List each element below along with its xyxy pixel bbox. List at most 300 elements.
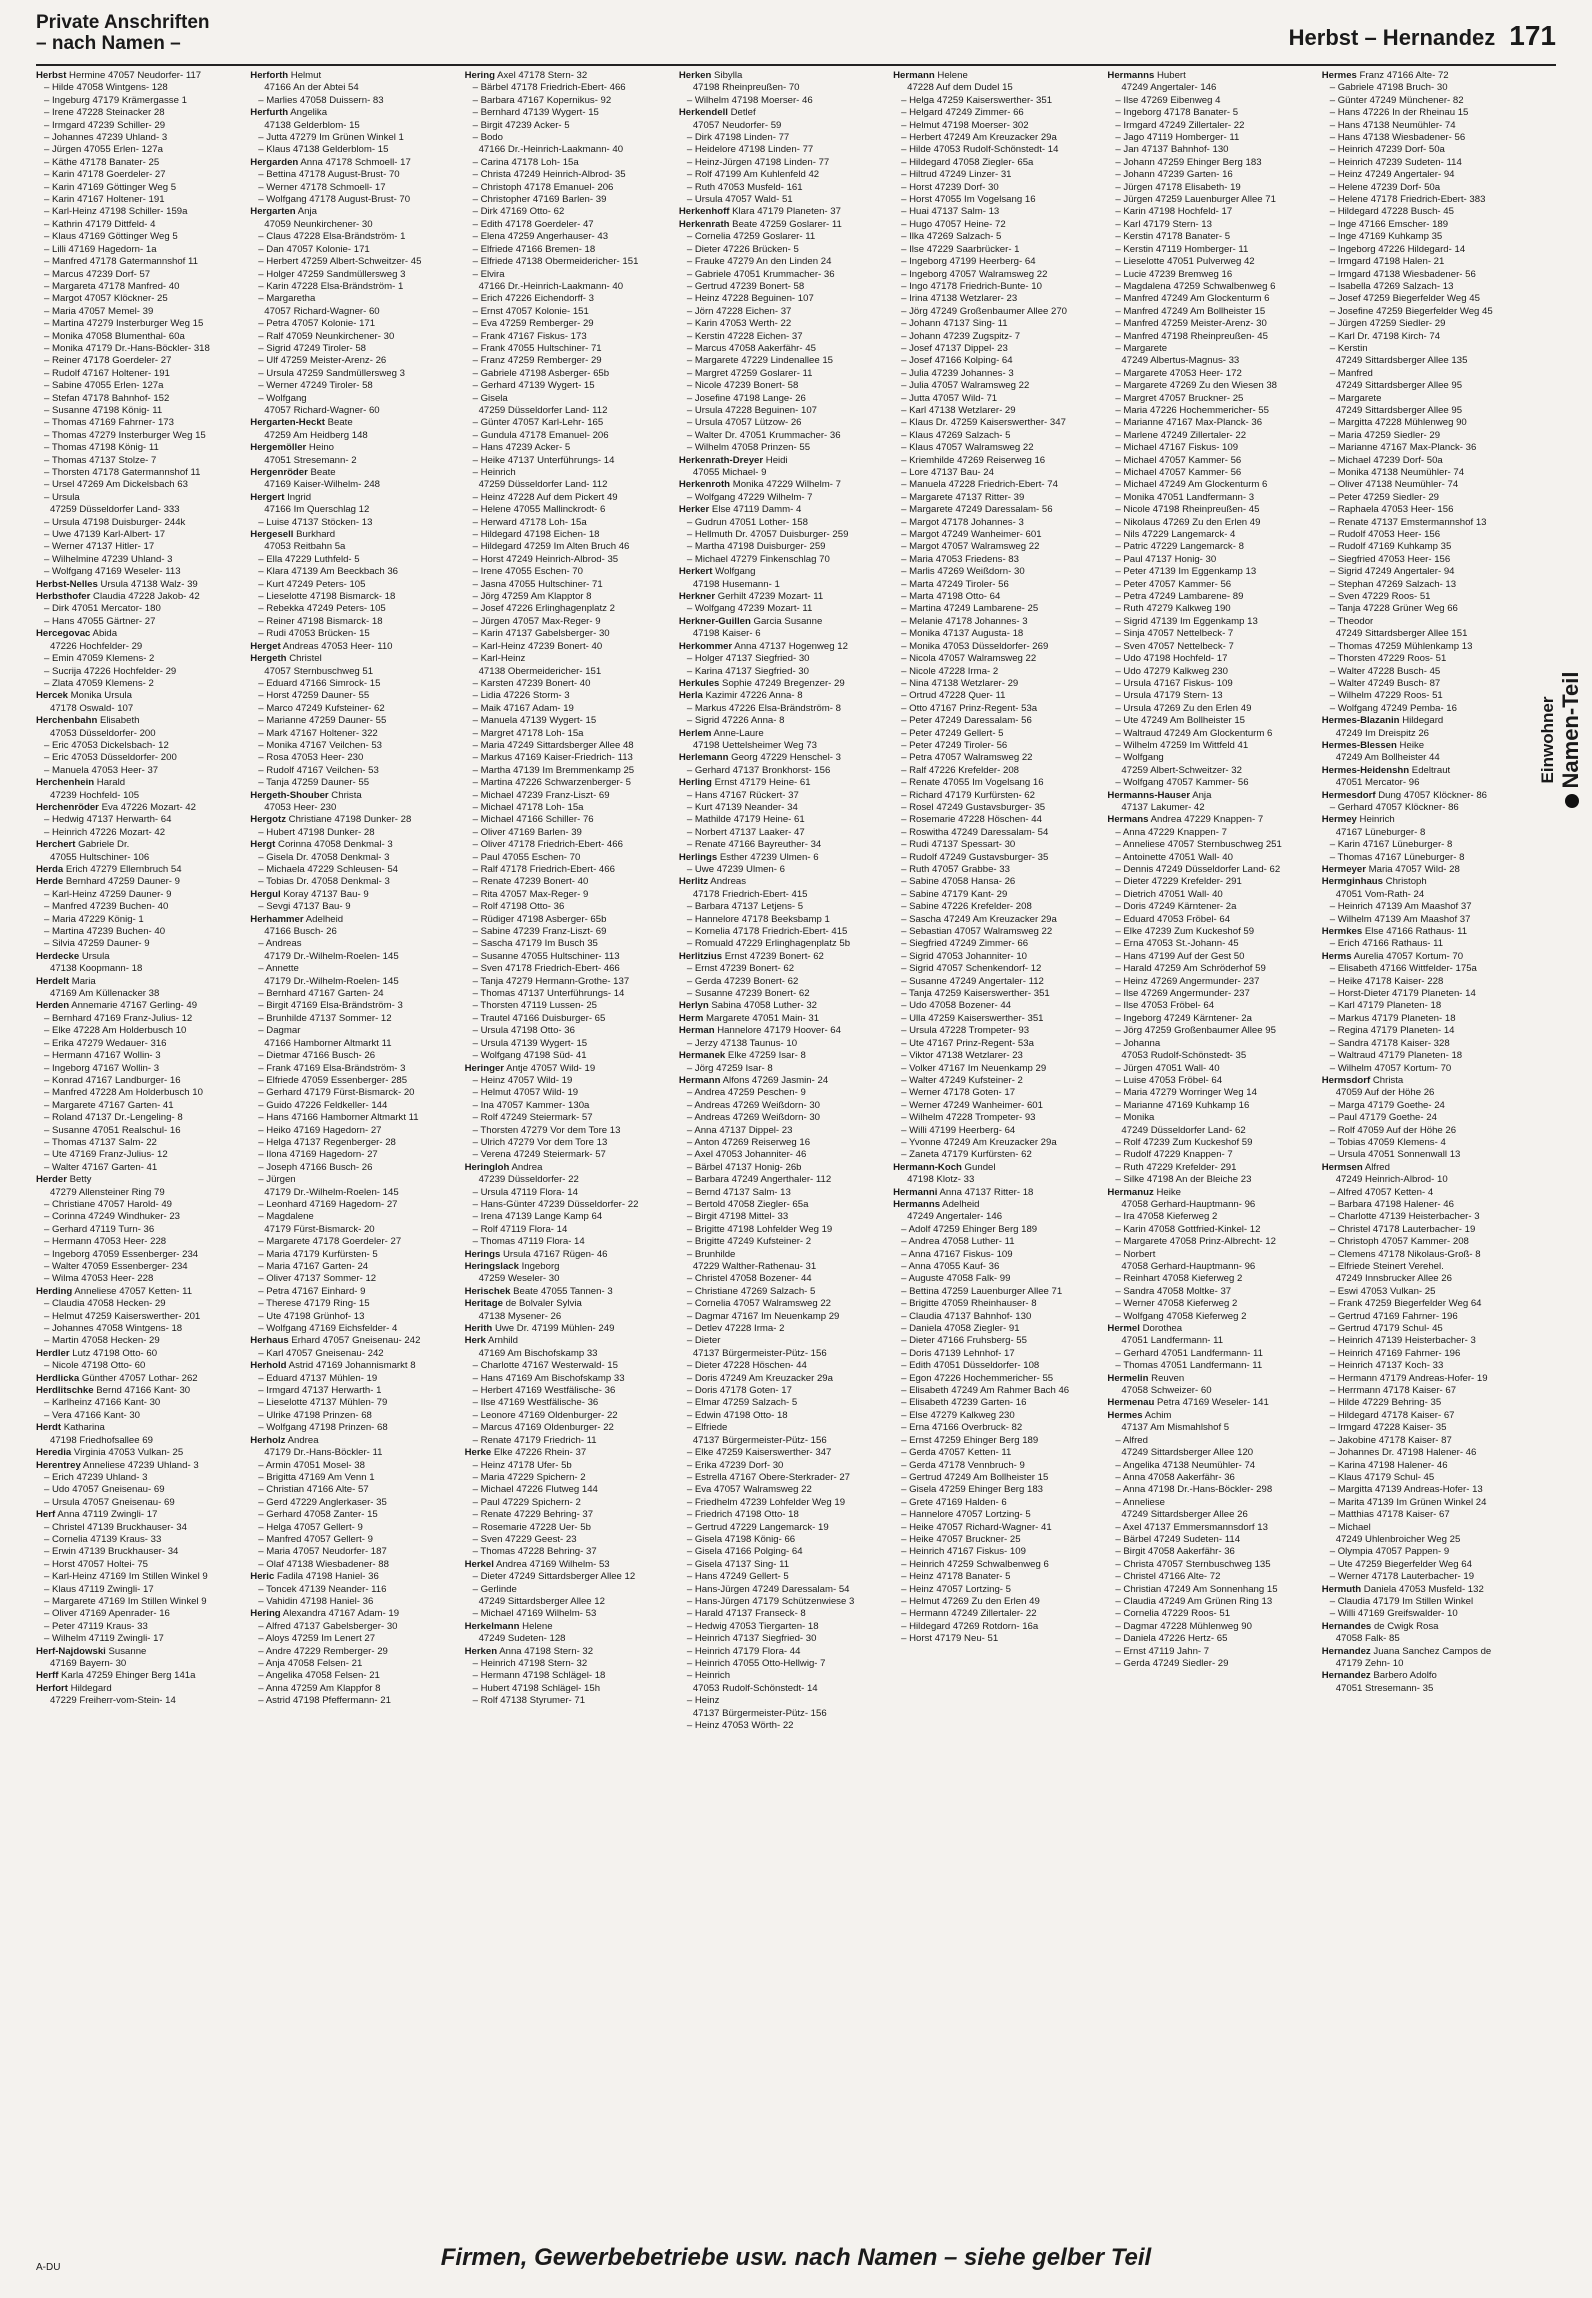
- directory-entry: – Gisela 47198 König- 66: [686, 1533, 796, 1545]
- directory-entry: Hermes-Blazanin Hildegard: [1321, 715, 1444, 727]
- directory-entry: – Marianne 47169 Kuhkamp 16: [1115, 1099, 1250, 1111]
- directory-entry: – Johann 47239 Zugspitz- 7: [901, 330, 1021, 342]
- directory-entry: Herentrey Anneliese 47239 Uhland- 3: [36, 1459, 199, 1471]
- directory-entry: 47179 Fürst-Bismarck- 20: [264, 1223, 375, 1235]
- directory-entry: Herms Aurelia 47057 Kortum- 70: [1321, 950, 1464, 962]
- directory-entry: – Gabriele 47198 Bruch- 30: [1329, 82, 1448, 94]
- directory-entry: – Kornelia 47178 Friedrich-Ebert- 415: [686, 926, 848, 938]
- directory-entry: 47169 Bayern- 30: [50, 1658, 127, 1669]
- directory-entry: – Sigrid 47053 Johanniter- 10: [901, 950, 1027, 962]
- directory-entry: – Wolfgang 47058 Kieferweg 2: [1115, 1310, 1247, 1322]
- directory-entry: – Manfred 47178 Gatermannshof 11: [44, 256, 198, 268]
- directory-entry: – Irina 47138 Wetzlarer- 23: [901, 293, 1018, 305]
- directory-entry: – Hilde 47053 Rudolf-Schönstedt- 14: [901, 144, 1059, 156]
- directory-entry: – Anna 47229 Knappen- 7: [1115, 826, 1227, 838]
- directory-entry: – Karl-Heinz 47259 Dauner- 9: [44, 888, 172, 900]
- directory-entry: – Sebastian 47057 Walramsweg 22: [901, 926, 1053, 938]
- directory-entry: – Axel 47137 Emmersmannsdorf 13: [1115, 1521, 1268, 1533]
- directory-entry: – Ingeburg 47179 Krämergasse 1: [44, 94, 187, 106]
- directory-entry: – Raphaela 47053 Heer- 156: [1329, 504, 1454, 516]
- directory-entry: – Ernst 47259 Ehinger Berg 189: [901, 1434, 1039, 1446]
- directory-entry: Herkenrath Beate 47259 Goslarer- 11: [678, 218, 842, 230]
- directory-entry: – Maria 47279 Worringer Weg 14: [1115, 1087, 1257, 1099]
- directory-entry: – Wolfgang 47198 Süd- 41: [472, 1050, 587, 1062]
- directory-entry: 47178 Friedrich-Ebert- 415: [692, 888, 808, 900]
- directory-entry: – Yvonne 47249 Am Kreuzacker 29a: [901, 1136, 1057, 1148]
- directory-entry: – Sabine 47055 Erlen- 127a: [44, 380, 164, 392]
- directory-entry: – Walter 47228 Busch- 45: [1329, 665, 1441, 677]
- directory-entry: – Armin 47051 Mosel- 38: [258, 1459, 365, 1471]
- directory-entry: – Oliver 47137 Sommer- 12: [258, 1273, 377, 1285]
- directory-entry: 47249 Sittardsberger Allee 151: [1335, 628, 1468, 640]
- directory-entry: – Mark 47167 Holtener- 322: [258, 727, 378, 739]
- directory-column: [250, 70, 458, 2210]
- directory-entry: – Dagmar: [258, 1025, 301, 1037]
- directory-entry: – Sabine 47226 Krefelder- 208: [901, 901, 1032, 913]
- directory-entry: – Hellmuth Dr. 47057 Duisburger- 259: [686, 529, 849, 541]
- directory-entry: – Jürgen: [258, 1174, 296, 1186]
- directory-entry: – Rosemarie 47228 Uer- 5b: [472, 1521, 591, 1533]
- directory-entry: – Hildegard 47259 Im Alten Bruch 46: [472, 541, 630, 553]
- directory-entry: – Brunhilde: [686, 1248, 736, 1260]
- directory-entry: Herdt Katharina: [36, 1422, 105, 1434]
- directory-entry: 47053 Heer- 230: [264, 801, 337, 813]
- directory-entry: 47058 Gerhard-Hauptmann- 96: [1121, 1261, 1256, 1272]
- directory-entry: – Erwin 47139 Bruckhauser- 34: [44, 1546, 179, 1558]
- directory-entry: – Ute 47249 Am Bollheister 15: [1115, 715, 1246, 727]
- directory-entry: – Walter Dr. 47051 Krummacher- 36: [686, 429, 841, 441]
- directory-entry: – Johannes 47239 Uhland- 3: [44, 132, 168, 144]
- directory-entry: – Karl 47138 Wetzlarer- 29: [901, 404, 1016, 416]
- directory-entry: – Huai 47137 Salm- 13: [901, 206, 1000, 218]
- directory-entry: 47137 Bürgermeister-Pütz- 156: [692, 1347, 827, 1359]
- directory-entry: 47053 Rudolf-Schönstedt- 35: [1121, 1050, 1247, 1062]
- directory-entry: – Hans 47226 In der Rheinau 15: [1329, 107, 1469, 119]
- directory-entry: – Volker 47167 Im Neuenkamp 29: [901, 1062, 1047, 1074]
- directory-entry: – Brigitta 47169 Am Venn 1: [258, 1471, 375, 1483]
- directory-entry: – Christel 47139 Bruckhauser- 34: [44, 1521, 187, 1533]
- directory-entry: – Bernhard 47167 Garten- 24: [258, 988, 384, 1000]
- directory-entry: – Anja 47058 Felsen- 21: [258, 1658, 363, 1669]
- directory-entry: – Jürgen 47057 Max-Reger- 9: [472, 615, 601, 627]
- directory-entry: – Leonore 47169 Oldenburger- 22: [472, 1409, 618, 1421]
- directory-entry: – Nikolaus 47269 Zu den Erlen 49: [1115, 516, 1261, 528]
- directory-entry: – Auguste 47058 Falk- 99: [901, 1273, 1011, 1285]
- directory-entry: – Otto 47167 Prinz-Regent- 53a: [901, 702, 1038, 714]
- directory-entry: – Jasna 47055 Hultschiner- 71: [472, 578, 603, 590]
- directory-entry: – Lieselotte 47051 Pulverweg 42: [1115, 256, 1255, 268]
- directory-entry: 47249 Im Dreispitz 26: [1335, 727, 1430, 739]
- directory-entry: – Ursula: [44, 491, 80, 503]
- directory-entry: – Hans 47169 Am Bischofskamp 33: [472, 1372, 625, 1384]
- directory-entry: – Wilhelm 47139 Am Maashof 37: [1329, 913, 1471, 925]
- directory-entry: – Ina 47057 Kammer- 130a: [472, 1099, 590, 1111]
- directory-entry: – Susanne 47055 Hultschiner- 113: [472, 950, 620, 962]
- directory-entry: – Birgit 47169 Elsa-Brändström- 3: [258, 1000, 403, 1012]
- directory-entry: Herith Uwe Dr. 47199 Mühlen- 249: [464, 1323, 615, 1335]
- directory-entry: – Udo 47058 Bozener- 44: [901, 1000, 1011, 1012]
- directory-entry: 47179 Dr.-Wilhelm-Roelen- 145: [264, 975, 399, 987]
- directory-entry: – Matthias 47178 Kaiser- 67: [1329, 1509, 1450, 1521]
- directory-entry: – Zaneta 47179 Kurfürsten- 62: [901, 1149, 1032, 1161]
- directory-entry: – Irmgard 47137 Herwarth- 1: [258, 1385, 382, 1397]
- directory-entry: – Karl 47179 Planeten- 18: [1329, 1000, 1442, 1012]
- directory-entry: – Elisabeth 47166 Wittfelder- 175a: [1329, 963, 1477, 975]
- directory-entry: – Elmar 47259 Salzach- 5: [686, 1397, 798, 1409]
- directory-entry: – Markus 47169 Kaiser-Friedrich- 113: [472, 752, 633, 764]
- directory-entry: – Nicole 47198 Otto- 60: [44, 1360, 146, 1372]
- directory-entry: Herde Bernhard 47259 Dauner- 9: [36, 876, 181, 888]
- directory-entry: – Marga 47179 Goethe- 24: [1329, 1099, 1445, 1111]
- directory-entry: – Inge 47169 Kuhkamp 35: [1329, 231, 1443, 243]
- directory-entry: Herdecke Ursula: [36, 950, 110, 962]
- directory-entry: – Zlata 47059 Klemens- 2: [44, 677, 154, 689]
- directory-entry: – Heiko 47169 Hagedorn- 27: [258, 1124, 382, 1136]
- directory-entry: – Bettina 47178 August-Brust- 70: [258, 169, 400, 181]
- directory-entry: Herings Ursula 47167 Rügen- 46: [464, 1248, 608, 1260]
- directory-entry: – Inge 47166 Emscher- 189: [1329, 218, 1449, 230]
- directory-entry: Herforth Helmut: [250, 70, 322, 81]
- directory-entry: – Dennis 47249 Düsseldorfer Land- 62: [1115, 864, 1281, 875]
- directory-entry: – Karl Dr. 47198 Kirch- 74: [1329, 330, 1441, 342]
- directory-entry: – Maria 47229 König- 1: [44, 913, 144, 925]
- directory-entry: – Doris 47139 Lehnhof- 17: [901, 1347, 1015, 1359]
- directory-entry: – Johann 47137 Sing- 11: [901, 318, 1008, 330]
- directory-entry: 47166 Busch- 26: [264, 926, 337, 938]
- directory-entry: – Ernst 47239 Bonert- 62: [686, 963, 795, 975]
- directory-entry: 47198 Klotz- 33: [907, 1174, 975, 1186]
- directory-entry: – Rudi 47053 Brücken- 15: [258, 628, 370, 640]
- directory-entry: – Wilhelm 47057 Kortum- 70: [1329, 1062, 1452, 1074]
- directory-entry: – Brigitte 47198 Lohfelder Weg 19: [686, 1223, 833, 1235]
- directory-entry: – Kerstin 47178 Banater- 5: [1115, 231, 1231, 243]
- directory-entry: – Anna 47167 Fiskus- 109: [901, 1248, 1013, 1260]
- directory-entry: – Lieselotte 47198 Bismarck- 18: [258, 591, 396, 603]
- directory-entry: 47051 Stresemann- 2: [264, 454, 357, 466]
- directory-entry: – Peter 47119 Kraus- 33: [44, 1620, 148, 1632]
- directory-entry: 47051 Stresemann- 35: [1335, 1682, 1434, 1694]
- directory-entry: – Karin 47137 Gabelsberger- 30: [472, 628, 610, 640]
- directory-entry: – Walter 47059 Essenberger- 234: [44, 1261, 188, 1272]
- directory-entry: – Oliver 47178 Friedrich-Ebert- 466: [472, 839, 623, 851]
- directory-entry: – Wilhelm 47228 Trompeter- 93: [901, 1112, 1036, 1124]
- directory-entry: – Dietrich 47051 Wall- 40: [1115, 888, 1223, 900]
- directory-entry: – Karsten 47239 Bonert- 40: [472, 677, 591, 689]
- directory-entry: Herfurth Angelika: [250, 107, 328, 119]
- directory-entry: – Christa 47057 Sternbuschweg 135: [1115, 1558, 1271, 1570]
- directory-entry: – Thomas 47119 Flora- 14: [472, 1236, 585, 1248]
- directory-entry: – Melanie 47178 Johannes- 3: [901, 615, 1028, 627]
- directory-entry: – Klaus 47269 Salzach- 5: [901, 429, 1011, 441]
- directory-entry: – Hans-Jürgen 47249 Daressalam- 54: [686, 1583, 850, 1595]
- directory-entry: – Wilma 47053 Heer- 228: [44, 1273, 154, 1285]
- directory-entry: – Isabella 47269 Salzach- 13: [1329, 280, 1454, 292]
- directory-entry: – Tanja 47259 Dauner- 55: [258, 777, 370, 789]
- directory-entry: – Kriemhilde 47269 Reiserweg 16: [901, 454, 1046, 466]
- directory-entry: – Thomas 47167 Lüneburger- 8: [1329, 851, 1465, 863]
- directory-entry: – Walter 47167 Garten- 41: [44, 1161, 158, 1173]
- directory-entry: – Magdalene: [258, 1211, 314, 1223]
- directory-entry: – Heinrich 47226 Mozart- 42: [44, 826, 166, 838]
- directory-entry: – Tanja 47228 Grüner Weg 66: [1329, 603, 1458, 615]
- directory-entry: – Rolf 47138 Styrumer- 71: [472, 1695, 586, 1707]
- directory-entry: – Doris 47249 Kärntener- 2a: [1115, 901, 1237, 913]
- directory-entry: – Reinhart 47058 Kieferweg 2: [1115, 1273, 1243, 1285]
- directory-entry: – Udo 47279 Kalkweg 230: [1115, 665, 1228, 677]
- directory-entry: – Siegfried 47053 Heer- 156: [1329, 553, 1451, 565]
- directory-entry: – Manfred 47198 Rheinpreußen- 45: [1115, 330, 1268, 342]
- directory-entry: – Günter 47249 Münchener- 82: [1329, 94, 1464, 106]
- directory-entry: Heredia Virginia 47053 Vulkan- 25: [36, 1447, 184, 1459]
- directory-entry: – Ursula 47057 Wald- 51: [686, 194, 793, 206]
- directory-entry: 47239 Hochfeld- 105: [50, 789, 140, 801]
- directory-entry: – Tanja 47279 Hermann-Grothe- 137: [472, 975, 630, 987]
- directory-entry: – Luise 47053 Fröbel- 64: [1115, 1074, 1223, 1086]
- directory-entry: – Susanne 47239 Bonert- 62: [686, 988, 810, 1000]
- directory-entry: 47198 Rheinpreußen- 70: [692, 82, 800, 94]
- directory-entry: – Josef 47226 Erlinghagenplatz 2: [472, 603, 615, 615]
- directory-entry: – Margarete 47053 Heer- 172: [1115, 367, 1242, 379]
- directory-entry: – Heike 47137 Unterführungs- 14: [472, 454, 615, 466]
- directory-entry: – Helga 47137 Regenberger- 28: [258, 1136, 396, 1148]
- directory-entry: – Heinz 47228 Beguinen- 107: [686, 293, 814, 305]
- directory-entry: – Rebekka 47249 Peters- 105: [258, 603, 386, 615]
- directory-entry: – Erna 47053 St.-Johann- 45: [1115, 938, 1239, 950]
- directory-entry: – Werner 47249 Tiroler- 58: [258, 380, 373, 392]
- directory-entry: – Mathilde 47179 Heine- 61: [686, 814, 805, 826]
- directory-entry: – Gerda 47239 Bonert- 62: [686, 975, 799, 987]
- directory-entry: – Gerd 47229 Anglerkaser- 35: [258, 1496, 387, 1508]
- directory-entry: Herdlitschke Bernd 47166 Kant- 30: [36, 1385, 191, 1397]
- directory-entry: – Uwe 47139 Karl-Albert- 17: [44, 529, 166, 541]
- directory-entry: – Manuela 47053 Heer- 37: [44, 764, 159, 776]
- directory-entry: – Wilhelm 47198 Moerser- 46: [686, 94, 813, 106]
- directory-entry: – Bodo: [472, 132, 503, 144]
- directory-entry: – Lore 47137 Bau- 24: [901, 467, 994, 478]
- directory-entry: – Frank 47167 Fiskus- 173: [472, 330, 587, 342]
- directory-entry: Hergesell Burkhard: [250, 529, 336, 541]
- directory-entry: – Hannelore 47057 Lortzing- 5: [901, 1509, 1031, 1521]
- directory-entry: – Wolfgang: [258, 392, 307, 404]
- directory-entry: – Jago 47119 Homberger- 11: [1115, 132, 1240, 144]
- directory-entry: – Rosa 47053 Heer- 230: [258, 752, 364, 764]
- directory-entry: – Horst 47239 Dorf- 30: [901, 181, 999, 193]
- directory-entry: – Margot 47057 Walramsweg 22: [901, 541, 1040, 553]
- directory-entry: – Thomas 47051 Landfermann- 11: [1115, 1360, 1263, 1372]
- directory-entry: – Herward 47178 Loh- 15a: [472, 516, 587, 528]
- directory-entry: 47137 Bürgermeister-Pütz- 156: [692, 1707, 827, 1719]
- directory-entry: – Peter 47249 Gellert- 5: [901, 727, 1004, 739]
- directory-entry: – Brigitte 47249 Kufsteiner- 2: [686, 1236, 812, 1248]
- directory-entry: Hernandez Barbero Adolfo: [1321, 1670, 1437, 1682]
- directory-entry: – Michael 47239 Franz-Liszt- 69: [472, 789, 610, 801]
- directory-entry: Herkules Sophie 47249 Bregenzer- 29: [678, 677, 845, 689]
- directory-entry: 47051 Mercator- 96: [1335, 777, 1420, 789]
- directory-entry: – Horst 47179 Neu- 51: [901, 1633, 999, 1645]
- directory-entry: 47249 Sittardsberger Allee 95: [1335, 404, 1463, 416]
- directory-entry: – Marianne 47167 Max-Planck- 36: [1115, 417, 1263, 429]
- directory-entry: – Wilhelm 47229 Roos- 51: [1329, 690, 1443, 702]
- directory-entry: – Peter 47249 Daressalam- 56: [901, 715, 1032, 727]
- directory-entry: – Birgit 47239 Acker- 5: [472, 119, 570, 131]
- directory-entry: – Wilhelmine 47239 Uhland- 3: [44, 553, 173, 565]
- directory-entry: – Michael 47279 Finkenschlag 70: [686, 553, 830, 565]
- directory-entry: Herlem Anne-Laure: [678, 727, 764, 739]
- directory-entry: 47178 Oswald- 107: [50, 702, 134, 714]
- directory-entry: – Claudia 47179 Im Stillen Winkel: [1329, 1595, 1474, 1607]
- directory-entry: – Aloys 47259 Im Lenert 27: [258, 1633, 376, 1645]
- directory-entry: – Monika 47058 Blumenthal- 60a: [44, 330, 185, 342]
- directory-entry: – Christoph 47057 Kammer- 208: [1329, 1236, 1469, 1248]
- directory-entry: 47249 Angertaler- 146: [1121, 82, 1217, 94]
- directory-entry: Herla Kazimir 47226 Anna- 8: [678, 690, 803, 702]
- directory-entry: – Helmut 47057 Wild- 19: [472, 1087, 579, 1099]
- directory-entry: – Wolfgang 47239 Mozart- 11: [686, 603, 813, 615]
- directory-entry: – Margret 47178 Loh- 15a: [472, 727, 584, 739]
- directory-entry: 47198 Friedhofsallee 69: [50, 1434, 153, 1446]
- directory-entry: – Paul 47229 Spichern- 2: [472, 1496, 581, 1508]
- directory-entry: – Eduard 47137 Mühlen- 19: [258, 1372, 378, 1384]
- directory-entry: – Horst-Dieter 47179 Planeten- 14: [1329, 988, 1476, 1000]
- directory-entry: – Rudolf 47167 Veilchen- 53: [258, 764, 379, 776]
- directory-entry: – Karl-Heinz 47239 Bonert- 40: [472, 640, 603, 652]
- directory-entry: Hergarten-Heckt Beate: [250, 417, 353, 429]
- directory-entry: – Patric 47229 Langemarck- 8: [1115, 541, 1244, 553]
- directory-entry: – Heinrich: [686, 1670, 731, 1682]
- directory-entry: – Antoinette 47051 Wall- 40: [1115, 851, 1233, 863]
- directory-entry: – Rolf 47198 Otto- 36: [472, 901, 565, 913]
- directory-entry: – Hildegard 47228 Busch- 45: [1329, 206, 1454, 218]
- directory-entry: – Josefine 47259 Biegerfelder Weg 45: [1329, 305, 1493, 317]
- side-tab-top: Einwohner: [1538, 696, 1557, 784]
- directory-entry: – Werner 47058 Kieferweg 2: [1115, 1298, 1238, 1310]
- directory-entry: – Udo 47057 Gneisenau- 69: [44, 1484, 165, 1496]
- directory-entry: – Monika 47179 Dr.-Hans-Böckler- 318: [44, 342, 210, 354]
- directory-entry: – Ulrike 47198 Prinzen- 68: [258, 1409, 372, 1421]
- directory-entry: – Martha 47198 Duisburger- 259: [686, 541, 826, 553]
- directory-entry: – Daniela 47058 Ziegler- 91: [901, 1323, 1020, 1335]
- directory-entry: – Nils 47229 Langemarck- 4: [1115, 529, 1236, 541]
- directory-entry: – Markus 47179 Planeten- 18: [1329, 1012, 1456, 1024]
- directory-entry: 47249 Heinrich-Albrod- 10: [1335, 1174, 1448, 1186]
- directory-entry: – Norbert: [1115, 1248, 1156, 1260]
- directory-entry: – Anna 47055 Kauf- 36: [901, 1261, 1000, 1272]
- directory-entry: Hernandez Juana Sanchez Campos de: [1321, 1645, 1492, 1657]
- directory-entry: – Rudolf 47169 Kuhkamp 35: [1329, 541, 1452, 553]
- directory-entry: Herman Hannelore 47179 Hoover- 64: [678, 1025, 841, 1037]
- directory-entry: – Heike 47057 Bruckner- 25: [901, 1533, 1021, 1545]
- directory-entry: 47137 Lakumer- 42: [1121, 801, 1205, 813]
- directory-entry: – Cornelia 47229 Roos- 51: [1115, 1608, 1231, 1620]
- directory-entry: Herchenhein Harald: [36, 777, 126, 789]
- directory-entry: – Axel 47053 Johanniter- 46: [686, 1149, 807, 1161]
- directory-entry: – Ilse 47229 Saarbrücker- 1: [901, 243, 1020, 255]
- directory-entry: – Helga 47259 Kaiserswerther- 351: [901, 94, 1053, 106]
- directory-entry: 47169 Am Küllenacker 38: [50, 988, 160, 1000]
- directory-entry: – Alfred 47057 Ketten- 4: [1329, 1186, 1434, 1198]
- directory-entry: – Gerhard 47139 Wygert- 15: [472, 380, 595, 392]
- directory-entry: – Karlheinz 47166 Kant- 30: [44, 1397, 161, 1409]
- directory-entry: – Heinz 47228 Auf dem Pickert 49: [472, 491, 618, 503]
- directory-entry: – Margret 47259 Goslarer- 11: [686, 367, 813, 379]
- directory-entry: – Herbert 47169 Westfälische- 36: [472, 1385, 616, 1397]
- directory-entry: Herlemann Georg 47229 Henschel- 3: [678, 752, 841, 764]
- directory-entry: – Helmut 47269 Zu den Erlen 49: [901, 1595, 1040, 1607]
- directory-entry: – Elfriede 47138 Obermeidericher- 151: [472, 256, 639, 268]
- directory-entry: – Bettina 47259 Lauenburger Allee 71: [901, 1285, 1063, 1297]
- directory-entry: – Leonhard 47169 Hagedorn- 27: [258, 1198, 398, 1210]
- directory-entry: – Brigitte 47059 Rheinhauser- 8: [901, 1298, 1037, 1310]
- directory-entry: – Klaus 47119 Zwingli- 17: [44, 1583, 154, 1595]
- directory-entry: Herf-Najdowski Susanne: [36, 1645, 147, 1657]
- directory-entry: – Heinz 47057 Wild- 19: [472, 1074, 573, 1086]
- directory-entry: 47239 Düsseldorfer- 22: [478, 1174, 579, 1186]
- directory-entry: – Christiane 47057 Harold- 49: [44, 1198, 172, 1210]
- directory-entry: 47138 Obermeidericher- 151: [478, 665, 602, 677]
- directory-entry: 47279 Allensteiner Ring 79: [50, 1186, 165, 1198]
- directory-entry: 47057 Richard-Wagner- 60: [264, 404, 380, 416]
- directory-entry: – Konrad 47167 Landburger- 16: [44, 1074, 181, 1086]
- directory-entry: – Karin 47228 Elsa-Brändström- 1: [258, 280, 404, 292]
- directory-entry: – Jürgen 47259 Lauenburger Allee 71: [1115, 194, 1276, 206]
- directory-entry: – Irmgard 47198 Halen- 21: [1329, 256, 1445, 268]
- directory-entry: – Marlene 47249 Zillertaler- 22: [1115, 429, 1247, 441]
- directory-entry: – Trautel 47166 Duisburger- 65: [472, 1012, 606, 1024]
- directory-entry: – Karin 47167 Lüneburger- 8: [1329, 839, 1453, 851]
- directory-entry: Herkommer Anna 47137 Hogenweg 12: [678, 640, 848, 652]
- directory-entry: – Petra 47057 Kolonie- 171: [258, 318, 376, 330]
- directory-entry: Hermuth Daniela 47053 Musfeld- 132: [1321, 1583, 1484, 1595]
- directory-entry: – Martina 47249 Lambarene- 25: [901, 603, 1039, 615]
- directory-entry: – Jörg 47249 Großenbaumer Allee 270: [901, 305, 1067, 317]
- directory-entry: – Olympia 47057 Pappen- 9: [1329, 1546, 1450, 1558]
- directory-entry: Hernandes de Cwigk Rosa: [1321, 1620, 1439, 1632]
- name-range: Herbst – Hernandez: [1288, 25, 1496, 50]
- directory-entry: – Karl 47057 Gneisenau- 242: [258, 1347, 384, 1359]
- directory-entry: – Monika 47053 Düsseldorfer- 269: [901, 640, 1049, 652]
- directory-entry: – Edwin 47198 Otto- 18: [686, 1409, 788, 1421]
- directory-entry: – Carina 47178 Loh- 15a: [472, 156, 579, 168]
- directory-entry: – Heinrich 47139 Heisterbacher- 3: [1329, 1335, 1476, 1347]
- directory-entry: – Thomas 47198 König- 11: [44, 442, 159, 454]
- directory-entry: – Dieter 47226 Brücken- 5: [686, 243, 799, 255]
- directory-entry: – Gudrun 47051 Lother- 158: [686, 516, 808, 528]
- directory-entry: – Sandra 47178 Kaiser- 328: [1329, 1037, 1450, 1049]
- directory-entry: – Ulrich 47279 Vor dem Tore 13: [472, 1136, 608, 1148]
- directory-entry: – Monika 47167 Veilchen- 53: [258, 739, 383, 751]
- directory-entry: – Friedrich 47198 Otto- 18: [686, 1509, 799, 1521]
- directory-entry: – Magdalena 47259 Schwalbenweg 6: [1115, 280, 1276, 292]
- directory-entry: – Bertold 47058 Ziegler- 65a: [686, 1198, 809, 1210]
- directory-entry: – Claudia 47249 Am Grünen Ring 13: [1115, 1595, 1273, 1607]
- directory-entry: 47051 Landfermann- 11: [1121, 1335, 1224, 1347]
- directory-entry: – Charlotte 47167 Westerwald- 15: [472, 1360, 618, 1372]
- directory-entry: – Ursula 47198 Duisburger- 244k: [44, 516, 186, 528]
- directory-entry: – Hildegard 47058 Ziegler- 65a: [901, 156, 1034, 168]
- directory-entry: – Gerlinde: [472, 1583, 517, 1595]
- directory-entry: – Heinrich 47239 Dorf- 50a: [1329, 144, 1445, 156]
- directory-entry: – Heinz 47178 Banater- 5: [901, 1571, 1011, 1583]
- directory-entry: – Ingeborg 47199 Heerberg- 64: [901, 256, 1036, 268]
- directory-entry: Herkner-Guillen Garcia Susanne: [678, 615, 823, 627]
- directory-entry: – Ira 47058 Kieferweg 2: [1115, 1211, 1218, 1223]
- directory-entry: – Wilhelm 47119 Zwingli- 17: [44, 1633, 164, 1645]
- directory-entry: – Jan 47137 Bahnhof- 130: [1115, 144, 1229, 156]
- directory-entry: – Erika 47239 Dorf- 30: [686, 1459, 784, 1471]
- directory-entry: 47166 Im Querschlag 12: [264, 504, 370, 516]
- directory-entry: 47167 Lüneburger- 8: [1335, 826, 1426, 838]
- directory-entry: Herken Sibylla: [678, 70, 743, 81]
